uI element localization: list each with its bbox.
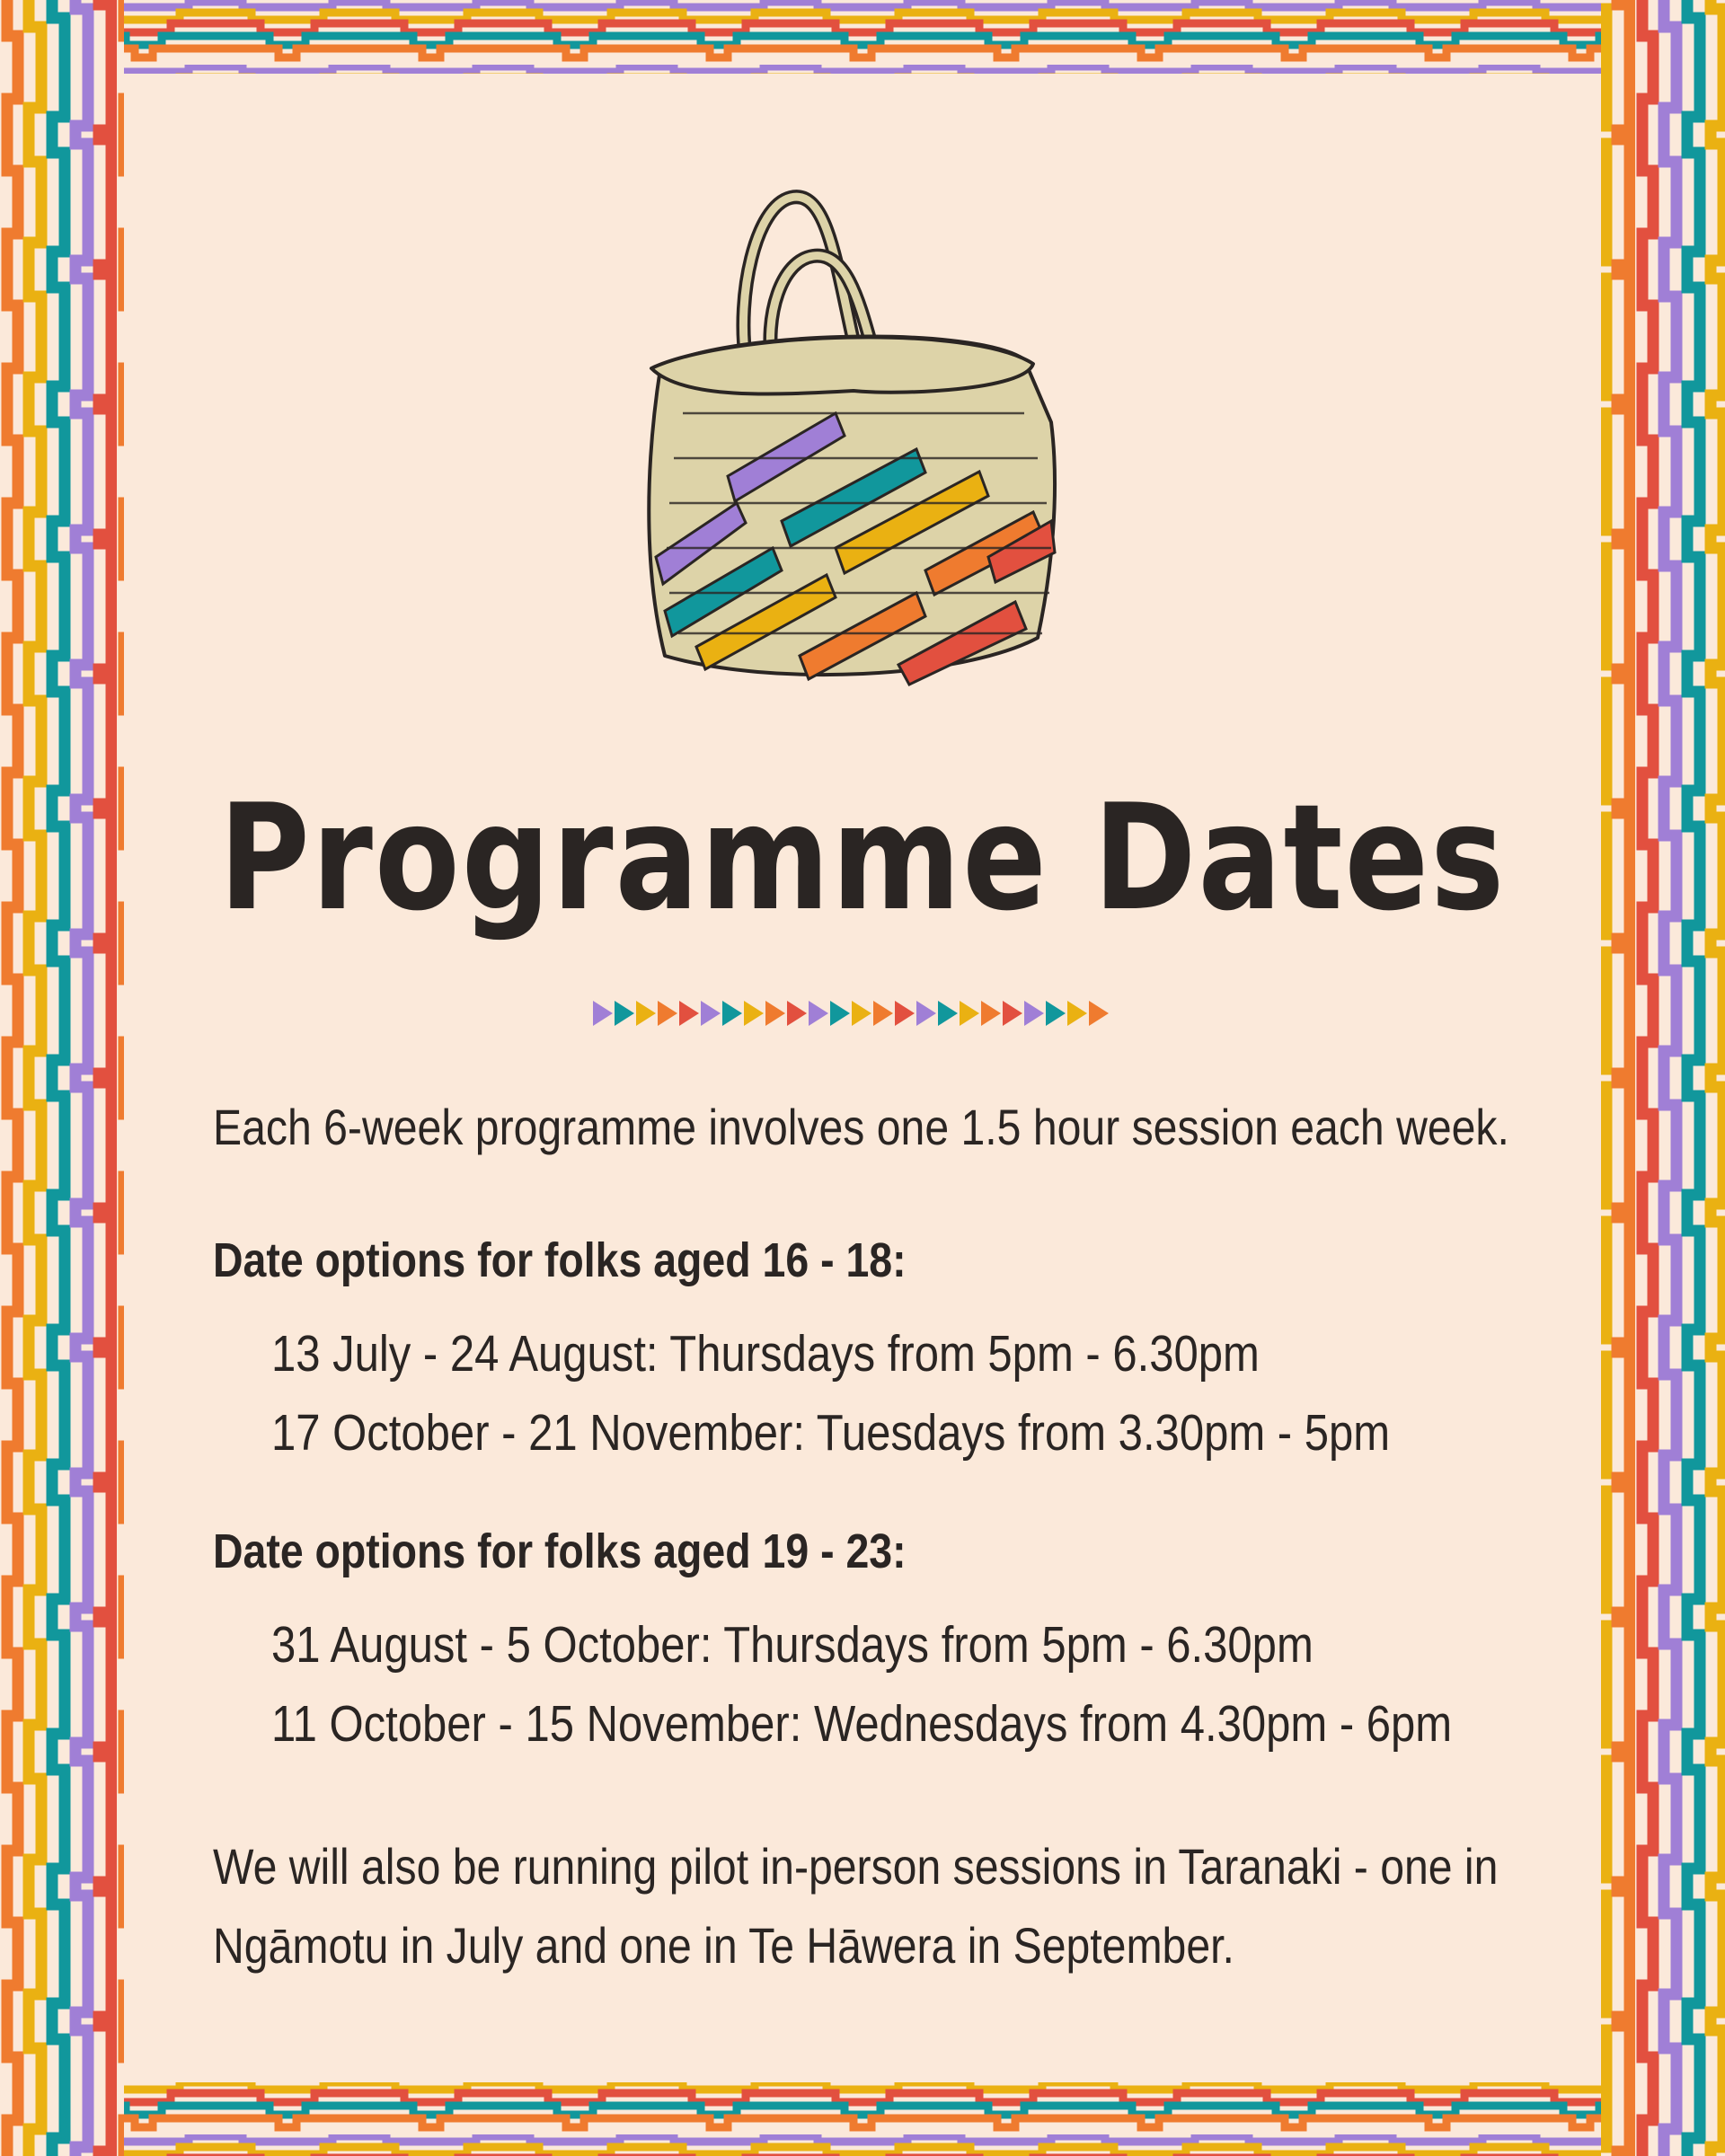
triangle-mark — [1003, 1001, 1022, 1026]
date-option: 11 October - 15 November: Wednesdays from 4.30pm - 6pm — [271, 1695, 1453, 1753]
closing-line: Ngāmotu in July and one in Te Hāwera in September. — [213, 1917, 1234, 1974]
triangle-mark — [1046, 1001, 1066, 1026]
triangle-mark — [787, 1001, 807, 1026]
triangle-mark — [852, 1001, 871, 1026]
triangle-mark — [873, 1001, 893, 1026]
triangle-mark — [938, 1001, 958, 1026]
triangle-mark — [916, 1001, 936, 1026]
page-title: Programme Dates — [218, 773, 1507, 943]
triangle-mark — [809, 1001, 828, 1026]
triangle-mark — [679, 1001, 699, 1026]
date-option: 31 August - 5 October: Thursdays from 5pm - 6.30pm — [271, 1616, 1314, 1674]
triangle-mark — [658, 1001, 677, 1026]
intro-text: Each 6-week programme involves one 1.5 hour session each week. — [213, 1099, 1509, 1155]
triangle-mark — [701, 1001, 721, 1026]
triangle-mark — [765, 1001, 785, 1026]
woven-kete-basket-icon — [629, 189, 1096, 710]
triangle-mark — [722, 1001, 742, 1026]
triangle-mark — [593, 1001, 613, 1026]
triangle-mark — [895, 1001, 915, 1026]
triangle-mark — [1067, 1001, 1087, 1026]
triangle-mark — [960, 1001, 979, 1026]
triangle-mark — [744, 1001, 764, 1026]
date-option: 17 October - 21 November: Tuesdays from 3.30pm - 5pm — [271, 1404, 1391, 1462]
age-group-heading-16-18: Date options for folks aged 16 - 18: — [213, 1233, 907, 1287]
age-group-heading-19-23: Date options for folks aged 19 - 23: — [213, 1524, 907, 1578]
date-option: 13 July - 24 August: Thursdays from 5pm - 6.30pm — [271, 1325, 1260, 1383]
triangle-mark — [981, 1001, 1001, 1026]
triangle-mark — [636, 1001, 656, 1026]
triangle-mark — [615, 1001, 634, 1026]
triangle-mark — [1089, 1001, 1109, 1026]
closing-line: We will also be running pilot in-person sessions in Taranaki - one in — [213, 1838, 1499, 1895]
triangle-mark — [1024, 1001, 1044, 1026]
triangle-mark — [830, 1001, 850, 1026]
triangle-divider — [593, 997, 1132, 1029]
